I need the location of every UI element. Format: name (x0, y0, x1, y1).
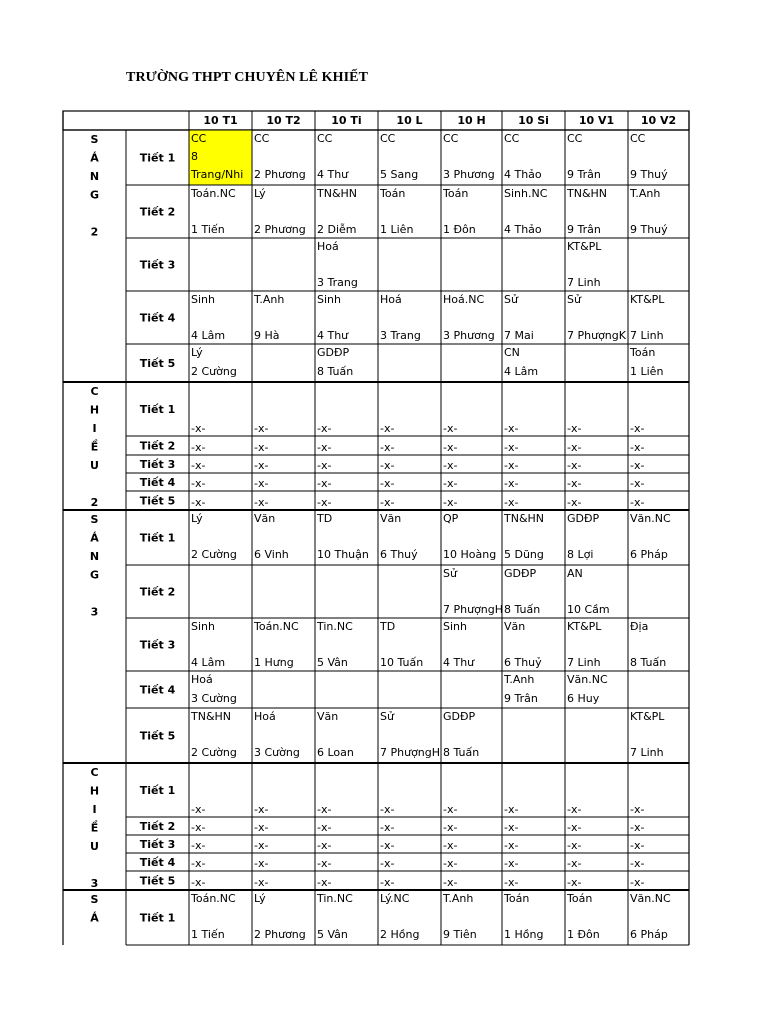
absent-mark: -x- (191, 459, 206, 472)
absent-mark: -x- (254, 441, 269, 454)
period-label: Tiết 4 (139, 856, 176, 869)
cell-subject: GDĐP (317, 346, 350, 359)
cell-teacher: 1 Tiến (191, 223, 225, 236)
cell-teacher: 9 Trân (567, 168, 601, 181)
session-label-letter: U (90, 459, 99, 472)
session-label-letter: U (90, 840, 99, 853)
absent-mark: -x- (380, 477, 395, 490)
cell-subject: Lý.NC (380, 892, 410, 905)
cell-teacher: 4 Lâm (504, 365, 539, 378)
session-label-letter: 3 (90, 605, 99, 619)
period-label: Tiết 2 (139, 820, 176, 833)
absent-mark: -x- (380, 821, 395, 834)
absent-mark: -x- (567, 422, 582, 435)
cell-subject: Sinh (191, 293, 215, 306)
cell-teacher: 10 Hoàng (443, 548, 497, 561)
cell-teacher: 6 Vinh (254, 548, 289, 561)
cell-subject: CC (380, 132, 396, 145)
cell-subject: T.Anh (630, 187, 661, 200)
absent-mark: -x- (630, 839, 645, 852)
cell-subject: Sinh (317, 293, 341, 306)
cell-subject: Văn (254, 512, 276, 525)
absent-mark: -x- (443, 803, 458, 816)
cell-teacher: 10 Tuấn (380, 656, 424, 669)
cell-subject: Lý (191, 512, 203, 525)
cell-teacher: 8 Tuấn (504, 603, 541, 616)
cell-teacher: 6 Thuý (380, 548, 418, 561)
absent-mark: -x- (567, 876, 582, 889)
absent-mark: -x- (567, 839, 582, 852)
cell-subject: Sinh (443, 620, 467, 633)
cell-subject: Sử (504, 293, 518, 306)
absent-mark: -x- (380, 839, 395, 852)
cell-teacher: 5 Sang (380, 168, 419, 181)
absent-mark: -x- (191, 839, 206, 852)
period-label: Tiết 5 (139, 729, 176, 743)
session-label-letter: N (89, 550, 100, 563)
cell-teacher: 7 Mai (504, 329, 534, 342)
absent-mark: -x- (567, 477, 582, 490)
absent-mark: -x- (191, 441, 206, 454)
cell-teacher: 9 Trân (504, 692, 538, 705)
cell-subject: Toán (380, 187, 406, 200)
cell-subject: Lý (191, 346, 203, 359)
absent-mark: -x- (567, 821, 582, 834)
cell-teacher: 5 Vân (317, 928, 348, 941)
absent-mark: -x- (567, 441, 582, 454)
cell-teacher: 2 Cường (191, 365, 237, 378)
absent-mark: -x- (567, 459, 582, 472)
cell-subject: Văn (504, 620, 526, 633)
cell-subject: Hoá (191, 673, 213, 686)
cell-subject: KT&PL (630, 293, 665, 306)
column-header: 10 Ti (331, 114, 362, 127)
period-label: Tiết 1 (139, 531, 176, 545)
cell-subject: Toán.NC (254, 620, 299, 633)
column-header: 10 V2 (640, 114, 677, 127)
cell-teacher: 9 Trân (567, 223, 601, 236)
cell-teacher: 2 Hồng (380, 928, 420, 941)
cell-teacher: 7 PhượngH (380, 746, 441, 759)
cell-teacher: 2 Cường (191, 746, 237, 759)
cell-teacher: 1 Liên (380, 223, 414, 236)
column-header: 10 L (396, 114, 423, 127)
cell-subject: KT&PL (630, 710, 665, 723)
period-label: Tiết 1 (139, 911, 176, 925)
cell-subject: TN&HN (191, 710, 232, 723)
session-label-letter: C (90, 385, 99, 398)
absent-mark: -x- (317, 422, 332, 435)
period-label: Tiết 5 (139, 357, 176, 370)
cell-subject: Toán (443, 187, 469, 200)
absent-mark: -x- (443, 459, 458, 472)
absent-mark: -x- (443, 477, 458, 490)
cell-teacher: 10 Cầm (567, 603, 610, 616)
cell-teacher: 6 Huy (567, 692, 600, 705)
cell-teacher: 7 Linh (630, 329, 664, 342)
cell-subject: TN&HN (567, 187, 608, 200)
column-header: 10 Si (518, 114, 549, 127)
cell-teacher: 7 Linh (567, 276, 601, 289)
cell-teacher: 6 Loan (317, 746, 354, 759)
cell-teacher: 8 Tuấn (443, 746, 480, 759)
absent-mark: -x- (191, 821, 206, 834)
absent-mark: -x- (191, 857, 206, 870)
absent-mark: -x- (191, 422, 206, 435)
cell-teacher: 7 PhượngH (443, 603, 504, 616)
cell-subject: CC (567, 132, 583, 145)
absent-mark: -x- (380, 459, 395, 472)
absent-mark: -x- (443, 876, 458, 889)
cell-teacher: 4 Lâm (191, 329, 226, 342)
absent-mark: -x- (380, 857, 395, 870)
absent-mark: -x- (380, 876, 395, 889)
session-label-letter: I (92, 422, 97, 435)
period-label: Tiết 4 (139, 476, 176, 489)
absent-mark: -x- (504, 876, 519, 889)
period-label: Tiết 2 (139, 439, 176, 453)
cell-teacher: 9 Thuý (630, 168, 668, 181)
cell-subject: AN (567, 567, 583, 580)
period-label: Tiết 3 (139, 458, 176, 471)
absent-mark: -x- (317, 496, 332, 509)
cell-teacher: 3 Trang (317, 276, 358, 289)
cell-subject: GDĐP (504, 567, 537, 580)
cell-subject: Lý (254, 187, 266, 200)
absent-mark: -x- (380, 422, 395, 435)
absent-mark: -x- (630, 496, 645, 509)
cell-subject: KT&PL (567, 620, 602, 633)
absent-mark: -x- (254, 839, 269, 852)
cell-subject: Sử (567, 293, 581, 306)
absent-mark: -x- (380, 803, 395, 816)
column-header: 10 T1 (203, 114, 238, 127)
cell-teacher: 4 Thảo (504, 168, 542, 181)
cell-teacher: 7 PhượngK (567, 329, 626, 342)
cell-subject: TD (380, 620, 396, 633)
period-label: Tiết 4 (139, 683, 176, 697)
absent-mark: -x- (630, 821, 645, 834)
cell-subject: Toán.NC (191, 187, 236, 200)
cell-teacher: 4 Thư (443, 656, 475, 669)
absent-mark: -x- (191, 496, 206, 509)
cell-subject: CC (504, 132, 520, 145)
period-label: Tiết 3 (139, 258, 176, 272)
cell-subject: Toán (630, 346, 656, 359)
period-label: Tiết 1 (139, 403, 176, 416)
absent-mark: -x- (504, 839, 519, 852)
cell-teacher: 1 Đôn (443, 223, 476, 236)
session-label-letter: I (92, 803, 97, 816)
session-label-letter: Á (90, 531, 99, 545)
cell-teacher: 5 Vân (317, 656, 348, 669)
absent-mark: -x- (443, 441, 458, 454)
cell-teacher: 1 Hồng (504, 928, 544, 941)
period-label: Tiết 3 (139, 838, 176, 851)
session-label-letter: Ề (90, 821, 99, 835)
cell-subject: Hoá (317, 240, 339, 253)
cell-subject: Sinh (191, 620, 215, 633)
absent-mark: -x- (254, 803, 269, 816)
cell-teacher: 3 Cường (254, 746, 300, 759)
absent-mark: -x- (504, 422, 519, 435)
cell-teacher: 1 Tiến (191, 928, 225, 941)
period-label: Tiết 5 (139, 874, 176, 888)
cell-subject: GDĐP (567, 512, 600, 525)
absent-mark: -x- (504, 857, 519, 870)
absent-mark: -x- (630, 459, 645, 472)
cell-teacher: 1 Hưng (254, 656, 294, 669)
cell-extra: 8 (191, 150, 198, 163)
session-label-letter: H (89, 403, 100, 417)
cell-teacher: 7 Linh (567, 656, 601, 669)
cell-teacher: 4 Thư (317, 329, 349, 342)
session-label-letter: H (89, 784, 100, 798)
cell-subject: CC (317, 132, 333, 145)
absent-mark: -x- (504, 803, 519, 816)
period-label: Tiết 2 (139, 205, 176, 219)
absent-mark: -x- (567, 857, 582, 870)
cell-teacher: Trang/Nhi (191, 168, 244, 181)
absent-mark: -x- (317, 839, 332, 852)
session-label-letter: Ề (90, 440, 99, 454)
session-label-letter: Á (90, 911, 99, 925)
cell-subject: TD (317, 512, 333, 525)
session-label-letter: N (89, 170, 100, 183)
cell-subject: T.Anh (504, 673, 535, 686)
session-label-letter: Á (90, 151, 99, 165)
absent-mark: -x- (443, 839, 458, 852)
period-label: Tiết 4 (139, 311, 176, 325)
session-label-letter: S (90, 513, 99, 526)
cell-subject: Văn.NC (567, 673, 608, 686)
cell-teacher: 4 Thư (317, 168, 349, 181)
cell-subject: KT&PL (567, 240, 602, 253)
school-title: TRƯỜNG THPT CHUYÊN LÊ KHIẾT (126, 70, 369, 85)
cell-teacher: 6 Pháp (630, 928, 668, 941)
absent-mark: -x- (504, 477, 519, 490)
absent-mark: -x- (254, 422, 269, 435)
cell-subject: Sử (380, 710, 394, 723)
cell-subject: CC (191, 132, 207, 145)
cell-subject: TN&HN (317, 187, 358, 200)
cell-teacher: 7 Linh (630, 746, 664, 759)
cell-subject: CN (504, 346, 520, 359)
absent-mark: -x- (630, 857, 645, 870)
cell-teacher: 4 Lâm (191, 656, 226, 669)
cell-teacher: 4 Thảo (504, 223, 542, 236)
cell-subject: Toán (567, 892, 593, 905)
cell-subject: Sử (443, 567, 457, 580)
absent-mark: -x- (191, 876, 206, 889)
cell-subject: GDĐP (443, 710, 476, 723)
session-label-letter: 2 (90, 225, 99, 239)
absent-mark: -x- (317, 441, 332, 454)
period-label: Tiết 1 (139, 151, 176, 165)
cell-teacher: 5 Dũng (504, 548, 544, 561)
cell-subject: T.Anh (254, 293, 285, 306)
cell-teacher: 9 Tiên (443, 928, 477, 941)
cell-teacher: 2 Phương (254, 223, 306, 236)
cell-teacher: 1 Đôn (567, 928, 600, 941)
absent-mark: -x- (317, 477, 332, 490)
absent-mark: -x- (317, 803, 332, 816)
cell-subject: Tin.NC (317, 892, 353, 905)
session-label-letter: S (90, 133, 99, 146)
absent-mark: -x- (317, 857, 332, 870)
cell-subject: Địa (630, 620, 649, 633)
cell-teacher: 3 Trang (380, 329, 421, 342)
cell-subject: Văn.NC (630, 892, 671, 905)
cell-subject: TN&HN (504, 512, 545, 525)
cell-subject: CC (443, 132, 459, 145)
cell-subject: QP (443, 512, 459, 525)
cell-teacher: 9 Thuý (630, 223, 668, 236)
absent-mark: -x- (504, 441, 519, 454)
absent-mark: -x- (254, 477, 269, 490)
cell-subject: Toán.NC (191, 892, 236, 905)
cell-teacher: 3 Phương (443, 329, 495, 342)
cell-teacher: 8 Tuấn (317, 365, 354, 378)
session-label-letter: 2 (90, 496, 99, 509)
absent-mark: -x- (254, 459, 269, 472)
period-label: Tiết 2 (139, 585, 176, 599)
absent-mark: -x- (191, 477, 206, 490)
absent-mark: -x- (630, 803, 645, 816)
absent-mark: -x- (443, 857, 458, 870)
cell-teacher: 6 Thuỷ (504, 656, 542, 669)
cell-subject: T.Anh (443, 892, 474, 905)
cell-teacher: 8 Tuấn (630, 656, 667, 669)
cell-subject: CC (254, 132, 270, 145)
absent-mark: -x- (254, 821, 269, 834)
cell-subject: Sinh.NC (504, 187, 548, 200)
period-label: Tiết 3 (139, 638, 176, 652)
cell-subject: Lý (254, 892, 266, 905)
absent-mark: -x- (380, 441, 395, 454)
cell-subject: Tin.NC (317, 620, 353, 633)
absent-mark: -x- (504, 496, 519, 509)
cell-subject: Hoá.NC (443, 293, 485, 306)
absent-mark: -x- (254, 857, 269, 870)
session-label-letter: 3 (90, 877, 99, 890)
absent-mark: -x- (630, 876, 645, 889)
cell-subject: Văn (317, 710, 339, 723)
cell-subject: Văn.NC (630, 512, 671, 525)
absent-mark: -x- (630, 422, 645, 435)
column-header: 10 V1 (578, 114, 615, 127)
cell-subject: Hoá (380, 293, 402, 306)
absent-mark: -x- (630, 441, 645, 454)
cell-teacher: 6 Pháp (630, 548, 668, 561)
cell-subject: Toán (504, 892, 530, 905)
session-label-letter: S (90, 893, 99, 906)
session-label-letter: C (90, 766, 99, 779)
absent-mark: -x- (317, 821, 332, 834)
cell-teacher: 3 Phương (443, 168, 495, 181)
period-label: Tiết 5 (139, 494, 176, 508)
cell-teacher: 2 Cường (191, 548, 237, 561)
cell-teacher: 8 Lợi (567, 548, 594, 561)
absent-mark: -x- (443, 496, 458, 509)
cell-subject: Văn (380, 512, 402, 525)
cell-teacher: 10 Thuận (317, 548, 369, 561)
session-label-letter: G (89, 568, 100, 582)
cell-teacher: 2 Phương (254, 168, 306, 181)
absent-mark: -x- (567, 803, 582, 816)
cell-teacher: 9 Hà (254, 329, 280, 342)
column-header: 10 T2 (266, 114, 301, 127)
cell-subject: CC (630, 132, 646, 145)
absent-mark: -x- (630, 477, 645, 490)
absent-mark: -x- (443, 821, 458, 834)
absent-mark: -x- (317, 876, 332, 889)
cell-teacher: 2 Phương (254, 928, 306, 941)
absent-mark: -x- (254, 496, 269, 509)
absent-mark: -x- (504, 821, 519, 834)
absent-mark: -x- (191, 803, 206, 816)
cell-teacher: 2 Diễm (317, 223, 357, 236)
absent-mark: -x- (380, 496, 395, 509)
cell-teacher: 1 Liên (630, 365, 664, 378)
period-label: Tiết 1 (139, 784, 176, 797)
absent-mark: -x- (317, 459, 332, 472)
cell-subject: Hoá (254, 710, 276, 723)
column-header: 10 H (457, 114, 486, 127)
cell-teacher: 3 Cường (191, 692, 237, 705)
absent-mark: -x- (254, 876, 269, 889)
absent-mark: -x- (443, 422, 458, 435)
absent-mark: -x- (567, 496, 582, 509)
absent-mark: -x- (504, 459, 519, 472)
session-label-letter: G (89, 188, 100, 202)
